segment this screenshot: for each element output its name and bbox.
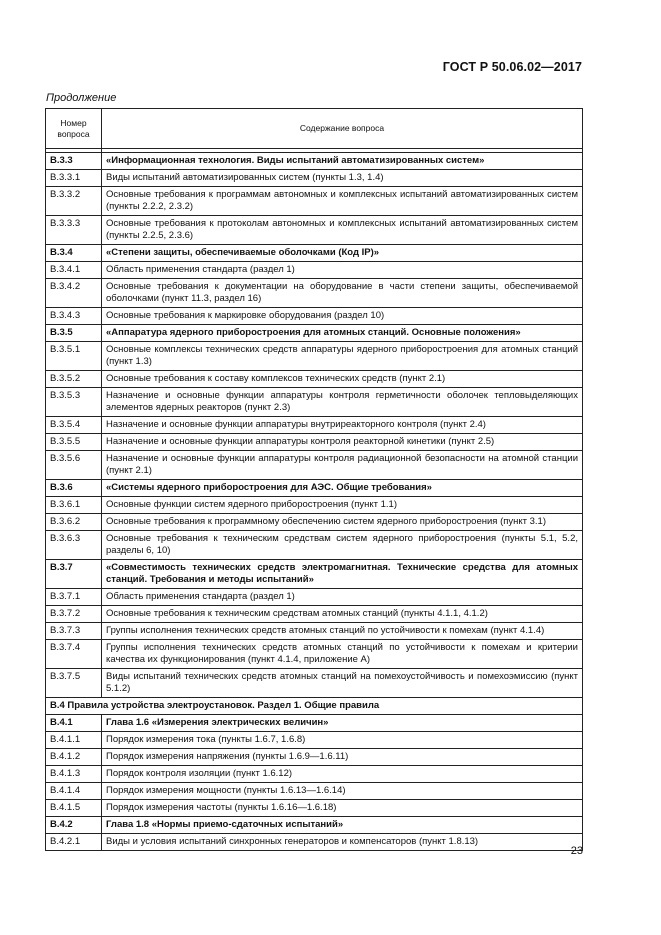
- question-number-cell: В.3.3.2: [46, 187, 102, 216]
- question-number-cell: В.3.3: [46, 153, 102, 170]
- table-row: [46, 732, 583, 749]
- question-content-cell: Группы исполнения технических средств атомных станций по устойчивости к помехам и критерии качества их функционирования (пункт 4.1.4, приложение А): [102, 640, 583, 669]
- table-row: [46, 497, 583, 514]
- question-number-cell: В.3.4.2: [46, 279, 102, 308]
- section-heading-cell: В.4 Правила устройства электроустановок. Раздел 1. Общие правила: [46, 698, 583, 715]
- table-row: [46, 388, 583, 417]
- question-content-cell: «Информационная технология. Виды испытаний автоматизированных систем»: [102, 153, 583, 170]
- question-number-cell: В.3.5.4: [46, 417, 102, 434]
- question-content-cell: «Совместимость технических средств электромагнитная. Технические средства для атомных станций. Требования и методы испытаний»: [102, 560, 583, 589]
- question-number-cell: В.3.6: [46, 480, 102, 497]
- table-row: [46, 170, 583, 187]
- question-number-cell: В.3.7.4: [46, 640, 102, 669]
- table-row: [46, 434, 583, 451]
- question-content-cell: Область применения стандарта (раздел 1): [102, 262, 583, 279]
- table-row: [46, 325, 583, 342]
- question-content-cell: Основные функции систем ядерного приборостроения (пункт 1.1): [102, 497, 583, 514]
- question-content-cell: Область применения стандарта (раздел 1): [102, 589, 583, 606]
- table-row: [46, 187, 583, 216]
- question-number-cell: В.4.1.2: [46, 749, 102, 766]
- question-number-cell: В.3.7.2: [46, 606, 102, 623]
- question-number-cell: В.4.1: [46, 715, 102, 732]
- table-row: [46, 216, 583, 245]
- question-number-cell: В.3.4.1: [46, 262, 102, 279]
- question-content-cell: Основные требования к программам автономных и комплексных испытаний автоматизированных систем (пункты 2.2.2, 2.3.2): [102, 187, 583, 216]
- question-number-cell: В.3.4: [46, 245, 102, 262]
- table-row: [46, 153, 583, 170]
- question-content-cell: Порядок контроля изоляции (пункт 1.6.12): [102, 766, 583, 783]
- table-row: [46, 623, 583, 640]
- table-row: [46, 417, 583, 434]
- question-number-cell: В.3.3.3: [46, 216, 102, 245]
- question-number-cell: В.3.5: [46, 325, 102, 342]
- table-row: [46, 480, 583, 497]
- question-content-cell: Порядок измерения частоты (пункты 1.6.16—1.6.18): [102, 800, 583, 817]
- table-row: [46, 245, 583, 262]
- questions-table: [45, 108, 583, 851]
- continuation-label: Продолжение: [46, 92, 117, 104]
- question-number-cell: В.3.6.1: [46, 497, 102, 514]
- question-content-cell: Виды испытаний автоматизированных систем (пункты 1.3, 1.4): [102, 170, 583, 187]
- table-row: [46, 560, 583, 589]
- table-row: [46, 834, 583, 851]
- document-code: ГОСТ Р 50.06.02—2017: [442, 60, 582, 74]
- question-number-cell: В.3.5.2: [46, 371, 102, 388]
- table-body: [46, 153, 583, 851]
- column-header-content: Содержание вопроса: [102, 109, 583, 149]
- question-content-cell: Основные требования к документации на оборудование в части степени защиты, обеспечиваемой оболочками (пункт 11.3, раздел 16): [102, 279, 583, 308]
- question-content-cell: Основные комплексы технических средств аппаратуры ядерного приборостроения для атомных станций (пункт 1.3): [102, 342, 583, 371]
- question-content-cell: Глава 1.8 «Нормы приемо-сдаточных испытаний»: [102, 817, 583, 834]
- question-number-cell: В.4.1.5: [46, 800, 102, 817]
- question-number-cell: В.3.5.3: [46, 388, 102, 417]
- question-content-cell: Назначение и основные функции аппаратуры контроля реакторной кинетики (пункт 2.5): [102, 434, 583, 451]
- table-row: [46, 766, 583, 783]
- question-content-cell: Основные требования к протоколам автономных и комплексных испытаний автоматизированных систем (пункты 2.2.5, 2.3.6): [102, 216, 583, 245]
- table-row: [46, 451, 583, 480]
- question-content-cell: Назначение и основные функции аппаратуры контроля герметичности оболочек тепловыделяющих элементов ядерных реакторов (пункт 2.3): [102, 388, 583, 417]
- question-number-cell: В.3.7: [46, 560, 102, 589]
- question-content-cell: «Системы ядерного приборостроения для АЭС. Общие требования»: [102, 480, 583, 497]
- question-content-cell: Виды испытаний технических средств атомных станций на помехоустойчивость и помехоэмиссию (пункт 5.1.2): [102, 669, 583, 698]
- question-content-cell: Порядок измерения напряжения (пункты 1.6.9—1.6.11): [102, 749, 583, 766]
- question-content-cell: «Степени защиты, обеспечиваемые оболочками (Код IP)»: [102, 245, 583, 262]
- table-row: [46, 262, 583, 279]
- question-content-cell: Назначение и основные функции аппаратуры внутриреакторного контроля (пункт 2.4): [102, 417, 583, 434]
- table-row: [46, 669, 583, 698]
- question-number-cell: В.4.1.4: [46, 783, 102, 800]
- table-row: [46, 715, 583, 732]
- table-row: [46, 783, 583, 800]
- question-content-cell: Основные требования к техническим средствам атомных станций (пункты 4.1.1, 4.1.2): [102, 606, 583, 623]
- table-row: [46, 371, 583, 388]
- question-number-cell: В.4.2: [46, 817, 102, 834]
- question-content-cell: Основные требования к маркировке оборудования (раздел 10): [102, 308, 583, 325]
- table-row: [46, 589, 583, 606]
- question-content-cell: «Аппаратура ядерного приборостроения для атомных станций. Основные положения»: [102, 325, 583, 342]
- question-number-cell: В.3.6.3: [46, 531, 102, 560]
- table-row: [46, 800, 583, 817]
- column-header-number: Номер вопроса: [46, 109, 102, 149]
- question-number-cell: В.3.7.1: [46, 589, 102, 606]
- question-number-cell: В.4.2.1: [46, 834, 102, 851]
- question-content-cell: Группы исполнения технических средств атомных станций по устойчивости к помехам (пункт 4.1.4): [102, 623, 583, 640]
- table-row: [46, 698, 583, 715]
- question-content-cell: Глава 1.6 «Измерения электрических величин»: [102, 715, 583, 732]
- table-row: [46, 514, 583, 531]
- table-row: [46, 279, 583, 308]
- question-number-cell: В.3.7.3: [46, 623, 102, 640]
- question-number-cell: В.4.1.3: [46, 766, 102, 783]
- question-content-cell: Основные требования к программному обеспечению систем ядерного приборостроения (пункт 3.1): [102, 514, 583, 531]
- question-number-cell: В.3.5.5: [46, 434, 102, 451]
- table-row: [46, 640, 583, 669]
- table-row: [46, 817, 583, 834]
- table-header-row: [46, 109, 583, 149]
- question-number-cell: В.3.7.5: [46, 669, 102, 698]
- question-number-cell: В.3.3.1: [46, 170, 102, 187]
- table-row: [46, 606, 583, 623]
- table-row: [46, 342, 583, 371]
- question-content-cell: Порядок измерения мощности (пункты 1.6.13—1.6.14): [102, 783, 583, 800]
- question-number-cell: В.3.5.1: [46, 342, 102, 371]
- question-content-cell: Основные требования к составу комплексов технических средств (пункт 2.1): [102, 371, 583, 388]
- question-content-cell: Порядок измерения тока (пункты 1.6.7, 1.6.8): [102, 732, 583, 749]
- page-number: 23: [570, 845, 583, 857]
- table-row: [46, 531, 583, 560]
- table-row: [46, 749, 583, 766]
- question-content-cell: Назначение и основные функции аппаратуры контроля радиационной безопасности на атомной станции (пункт 2.1): [102, 451, 583, 480]
- question-number-cell: В.3.4.3: [46, 308, 102, 325]
- question-content-cell: Виды и условия испытаний синхронных генераторов и компенсаторов (пункт 1.8.13): [102, 834, 583, 851]
- question-number-cell: В.4.1.1: [46, 732, 102, 749]
- question-number-cell: В.3.5.6: [46, 451, 102, 480]
- question-content-cell: Основные требования к техническим средствам систем ядерного приборостроения (пункты 5.1, 5.2, разделы 6, 10): [102, 531, 583, 560]
- table-row: [46, 308, 583, 325]
- question-number-cell: В.3.6.2: [46, 514, 102, 531]
